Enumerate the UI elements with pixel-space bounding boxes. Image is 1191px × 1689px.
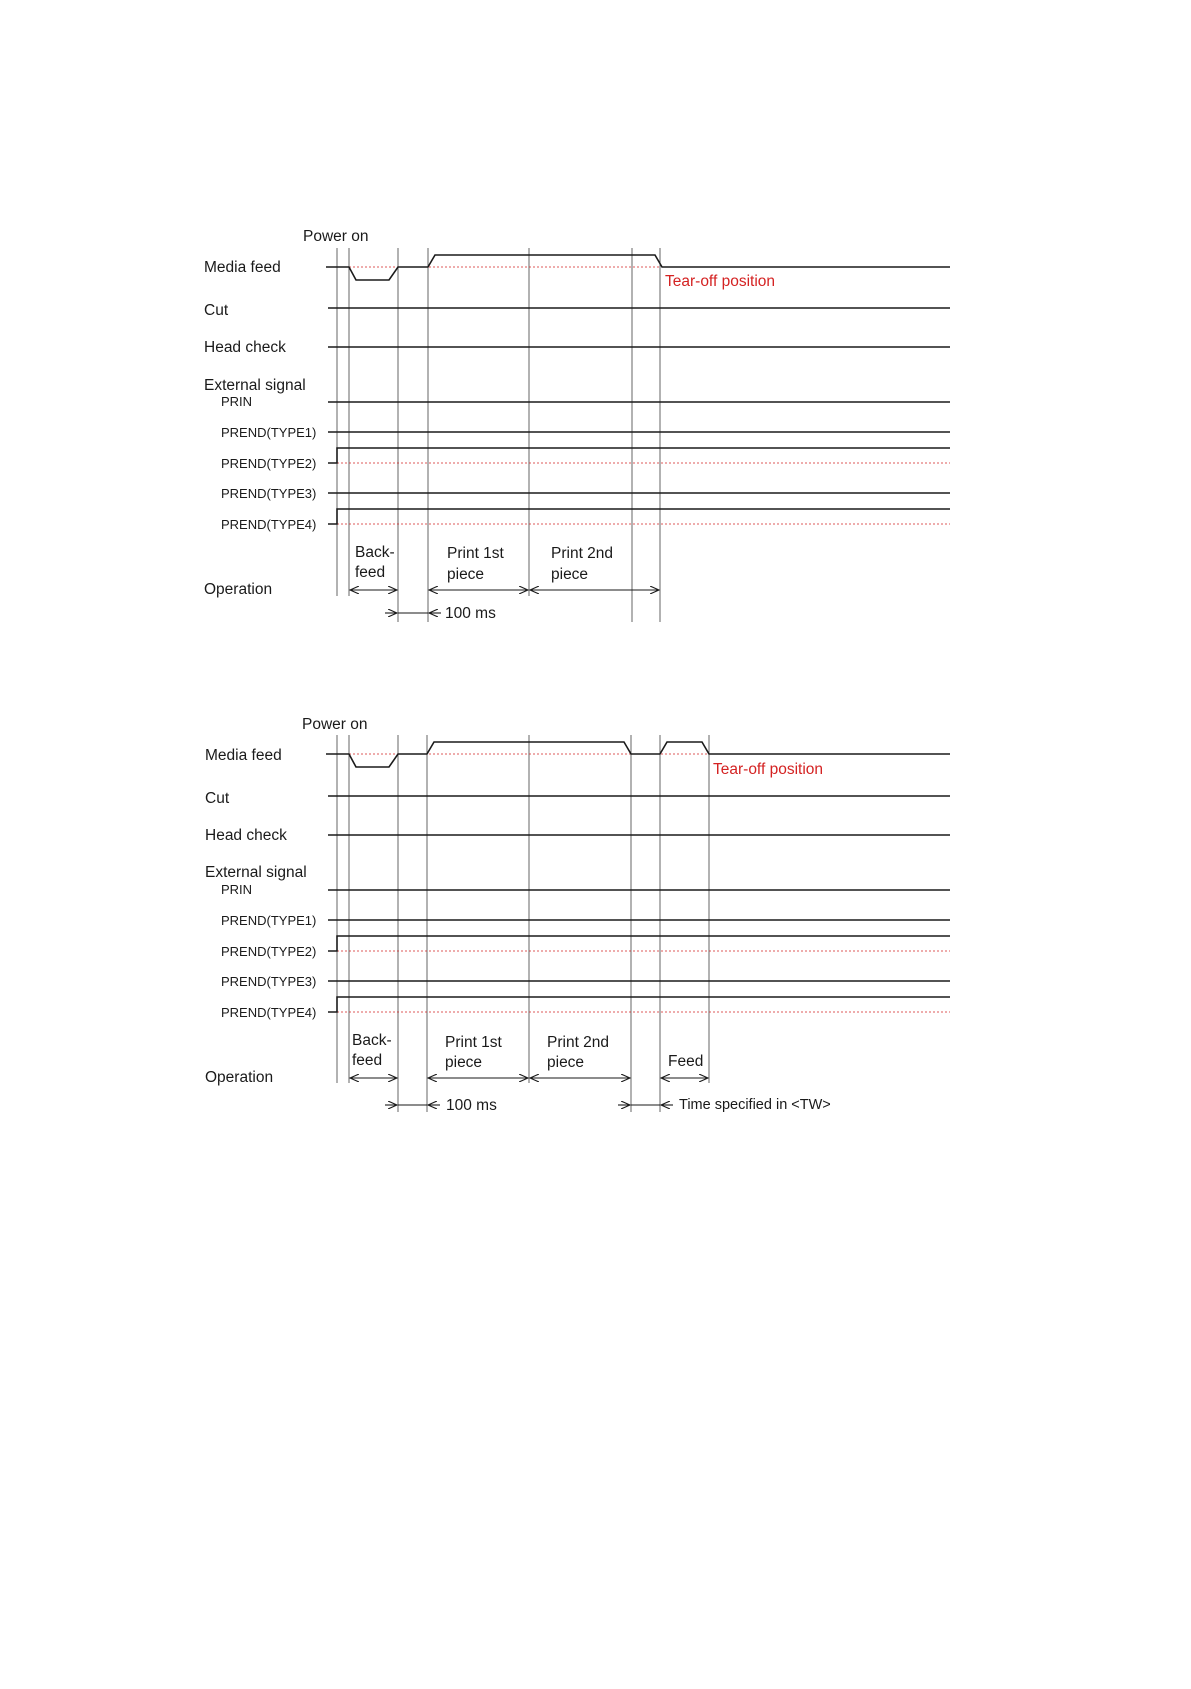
delay-label: 100 ms <box>446 1097 497 1114</box>
prend-type4-label: PREND(TYPE4) <box>221 517 317 532</box>
prend-type1-label: PREND(TYPE1) <box>221 425 317 440</box>
print-1st-label-line2: piece <box>445 1054 483 1071</box>
backfeed-label-line1: Back- <box>352 1032 392 1049</box>
cut-label: Cut <box>204 302 229 319</box>
prend-type2-signal <box>328 936 950 951</box>
head-check-label: Head check <box>204 339 286 356</box>
backfeed-label-line2: feed <box>352 1052 383 1069</box>
timing-markers-2 <box>337 735 709 1112</box>
prend-type2-label: PREND(TYPE2) <box>221 944 317 959</box>
external-signal-label: External signal <box>204 377 306 394</box>
delay-label: 100 ms <box>445 605 496 622</box>
tear-off-position-label: Tear-off position <box>665 273 775 290</box>
tw-note-label: Time specified in <TW> <box>679 1097 831 1113</box>
print-2nd-label-line1: Print 2nd <box>547 1034 610 1051</box>
operation-label: Operation <box>205 1069 274 1086</box>
prend-type4-signal <box>328 997 950 1012</box>
prend-type1-label: PREND(TYPE1) <box>221 913 317 928</box>
prin-label: PRIN <box>221 882 253 897</box>
cut-label: Cut <box>205 790 230 807</box>
print-2nd-label-line2: piece <box>547 1054 585 1071</box>
backfeed-label-line1: Back- <box>355 544 395 561</box>
power-on-label: Power on <box>302 716 368 733</box>
backfeed-label-line2: feed <box>355 564 386 581</box>
power-on-label: Power on <box>303 228 369 245</box>
print-2nd-label-line2: piece <box>551 566 589 583</box>
print-1st-label-line1: Print 1st <box>447 545 504 562</box>
media-feed-signal <box>326 742 950 767</box>
print-1st-label-line1: Print 1st <box>445 1034 502 1051</box>
timing-diagram-2 <box>205 716 950 1114</box>
timing-markers <box>337 248 660 622</box>
media-feed-label: Media feed <box>205 747 282 764</box>
prend-type4-label: PREND(TYPE4) <box>221 1005 317 1020</box>
tear-off-position-label: Tear-off position <box>713 761 823 778</box>
prend-type4-signal <box>328 509 950 524</box>
feed-label: Feed <box>668 1053 704 1070</box>
head-check-label: Head check <box>205 827 287 844</box>
prend-type3-label: PREND(TYPE3) <box>221 974 317 989</box>
print-1st-label-line2: piece <box>447 566 485 583</box>
prend-type2-signal <box>328 448 950 463</box>
media-feed-label: Media feed <box>204 259 281 276</box>
print-2nd-label-line1: Print 2nd <box>551 545 614 562</box>
prin-label: PRIN <box>221 394 253 409</box>
operation-label: Operation <box>204 581 273 598</box>
external-signal-label: External signal <box>205 864 307 881</box>
media-feed-signal <box>326 255 950 280</box>
timing-diagram-1 <box>204 228 950 622</box>
prend-type2-label: PREND(TYPE2) <box>221 456 317 471</box>
prend-type3-label: PREND(TYPE3) <box>221 486 317 501</box>
